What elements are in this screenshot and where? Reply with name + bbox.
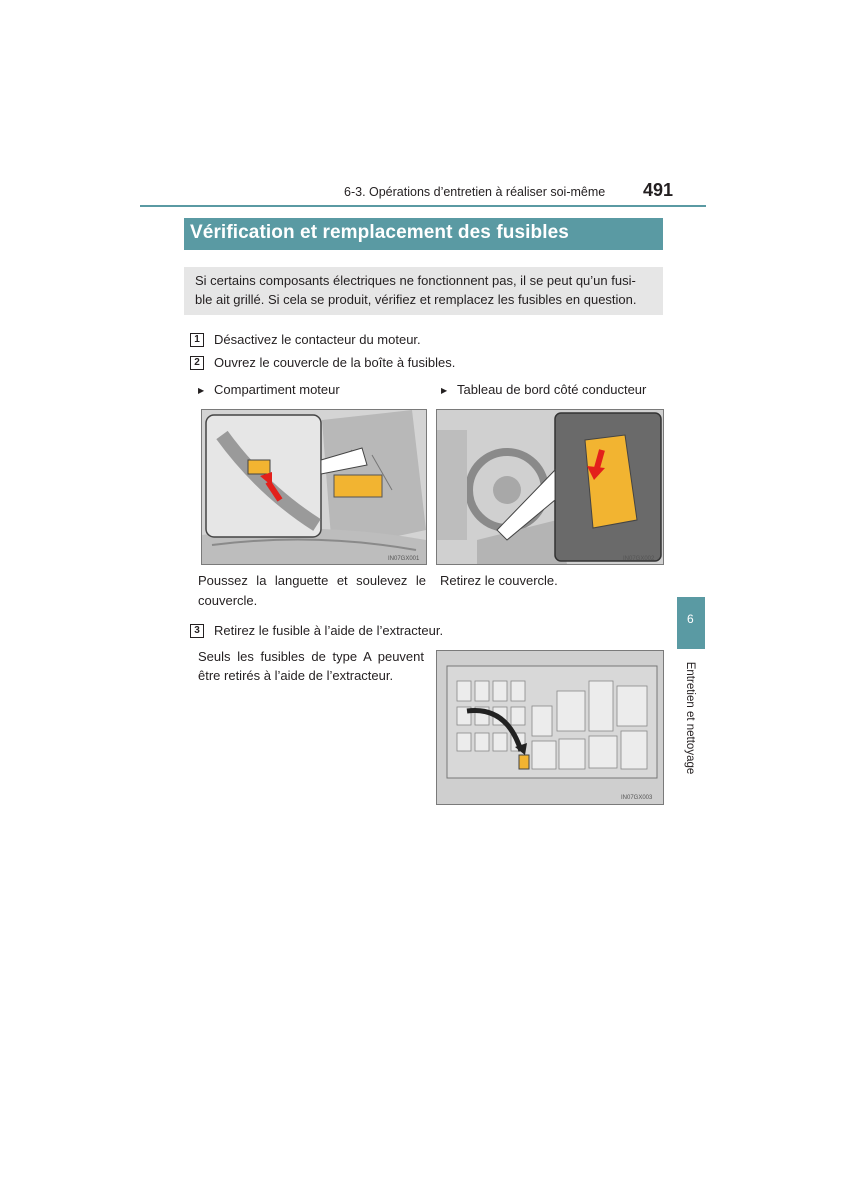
step-3-note-line-1: Seuls les fusibles de type A peuvent: [198, 649, 424, 664]
step-number-1: 1: [190, 333, 204, 347]
step-2-text: Ouvrez le couvercle de la boîte à fusibles.: [214, 355, 456, 370]
bullet-triangle-icon: ▶: [441, 386, 448, 395]
step-3-note-line-2: être retirés à l’aide de l’extracteur.: [198, 668, 394, 683]
step-number-3: 3: [190, 624, 204, 638]
bullet-triangle-icon: ▶: [198, 386, 205, 395]
step-1-text: Désactivez le contacteur du moteur.: [214, 332, 421, 347]
figure-fuse-box: [436, 650, 664, 805]
intro-line-1: Si certains composants électriques ne fonctionnent pas, il se peut qu’un fusi-: [195, 273, 636, 288]
figure-code: IN07GX002: [623, 556, 655, 562]
chapter-tab-label: Entretien et nettoyage: [684, 661, 696, 775]
step-number-2: 2: [190, 356, 204, 370]
step-3-text: Retirez le fusible à l’aide de l’extracteur.: [214, 623, 444, 638]
figure-driver-dashboard: [436, 409, 664, 565]
bullet-engine-compartment: Compartiment moteur: [214, 382, 340, 397]
header-rule: [140, 205, 706, 207]
figure-code: IN07GX001: [388, 556, 420, 562]
running-header-section: 6-3. Opérations d’entretien à réaliser soi-même: [344, 185, 606, 199]
intro-line-2: ble ait grillé. Si cela se produit, vérifiez et remplacez les fusibles en question.: [195, 292, 637, 307]
figure-code: IN07GX003: [621, 795, 653, 801]
bullet-driver-dashboard: Tableau de bord côté conducteur: [457, 382, 647, 397]
caption-left-line-2: couvercle.: [198, 593, 258, 608]
page-number: 491: [643, 180, 674, 200]
chapter-tab-number: 6: [687, 612, 694, 626]
page-title: Vérification et remplacement des fusibles: [190, 222, 569, 243]
caption-right: Retirez le couvercle.: [440, 573, 558, 588]
caption-left-line-1: Poussez la languette et soulevez le: [198, 573, 426, 588]
figure-engine-compartment: [201, 409, 427, 565]
